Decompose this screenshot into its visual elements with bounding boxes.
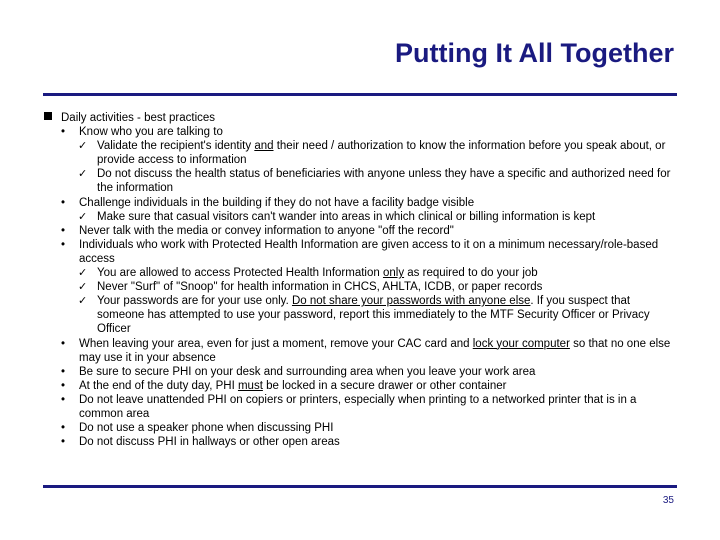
bullet-item [44,224,674,238]
dot-bullet-icon: • [61,126,66,139]
check-text: Validate the recipient's identity [97,140,255,153]
checkmark-icon: ✓ [78,210,88,223]
bullet-text-underlined: lock your computer [472,337,570,350]
bullet-item [44,393,674,421]
bullet-text: When leaving your area, even for just a moment, remove your CAC card and [79,337,473,350]
check-text-underlined: and [254,140,274,153]
dot-bullet-icon: • [61,337,66,350]
check-item [44,280,674,294]
bullet-text: so that no one else may use it in your absence [79,337,671,364]
bullet-text: Individuals who work with Protected Health Information are given access to it on a minimum necessary/role-based access [79,238,659,265]
bullet-text: be locked in a secure drawer or other container [262,379,507,392]
check-text-underlined: only [382,267,405,280]
bullet-text: Be sure to secure PHI on your desk and surrounding area when you leave your work area [79,365,536,378]
checkmark-icon: ✓ [78,267,88,280]
check-text: Make sure that casual visitors can't wander into areas in which clinical or billing information is kept [97,210,596,223]
bullet-item [44,125,674,139]
bullet-item [44,365,674,379]
check-text: their need / authorization to know the information before you speak about, or provide access to information [97,140,666,167]
bullet-text-underlined: must [237,379,263,392]
check-text: . If you suspect that someone has attempted to use your password, report this immediately to the MTF Security Officer or Privacy Officer [97,295,650,336]
bullet-text: Do not use a speaker phone when discussing PHI [79,422,334,435]
check-text: You are allowed to access Protected Health Information [97,267,383,280]
bullet-text: Do not leave unattended PHI on copiers or printers, especially when printing to a networked printer that is in a common area [79,393,637,420]
check-text: as required to do your job [404,267,538,280]
check-text-underlined: Do not share your passwords with anyone else [291,295,531,308]
dot-bullet-icon: • [61,365,66,378]
dot-bullet-icon: • [61,238,66,251]
dot-bullet-icon: • [61,196,66,209]
bullet-text: Do not discuss PHI in hallways or other open areas [79,436,340,449]
bullet-text: Never talk with the media or convey information to anyone "off the record" [79,224,454,237]
bullet-text: Know who you are talking to [79,126,223,139]
dot-bullet-icon: • [61,436,66,449]
top-divider [43,93,677,96]
main-bullet [44,111,674,125]
dot-bullet-icon: • [61,393,66,406]
check-item [44,139,674,167]
bullet-item [44,435,674,449]
checkmark-icon: ✓ [78,168,88,181]
page-number: 35 [662,495,674,506]
check-text: Do not discuss the health status of beneficiaries with anyone unless they have a specific and authorized need for the information [97,168,671,195]
check-text: Never "Surf" of "Snoop" for health information in CHCS, AHLTA, ICDB, or paper records [97,281,543,294]
slide-body [44,111,674,449]
checkmark-icon: ✓ [78,281,88,294]
bullet-text: Challenge individuals in the building if they do not have a facility badge visible [79,196,475,209]
bullet-text: At the end of the duty day, PHI [79,379,238,392]
bottom-divider [43,485,677,488]
checkmark-icon: ✓ [78,295,88,308]
slide-title: Putting It All Together [395,38,674,68]
dot-bullet-icon: • [61,379,66,392]
bullet-item [44,337,674,365]
bullet-item [44,379,674,393]
check-item [44,167,674,195]
check-item [44,210,674,224]
bullet-item [44,421,674,435]
bullet-item [44,196,674,210]
dot-bullet-icon: • [61,422,66,435]
checkmark-icon: ✓ [78,140,88,153]
main-bullet-text: Daily activities - best practices [61,112,216,124]
dot-bullet-icon: • [61,224,66,237]
bullet-item [44,238,674,266]
check-item [44,294,674,336]
square-bullet-icon [44,112,52,120]
check-item [44,266,674,280]
check-text: Your passwords are for your use only. [97,295,292,308]
